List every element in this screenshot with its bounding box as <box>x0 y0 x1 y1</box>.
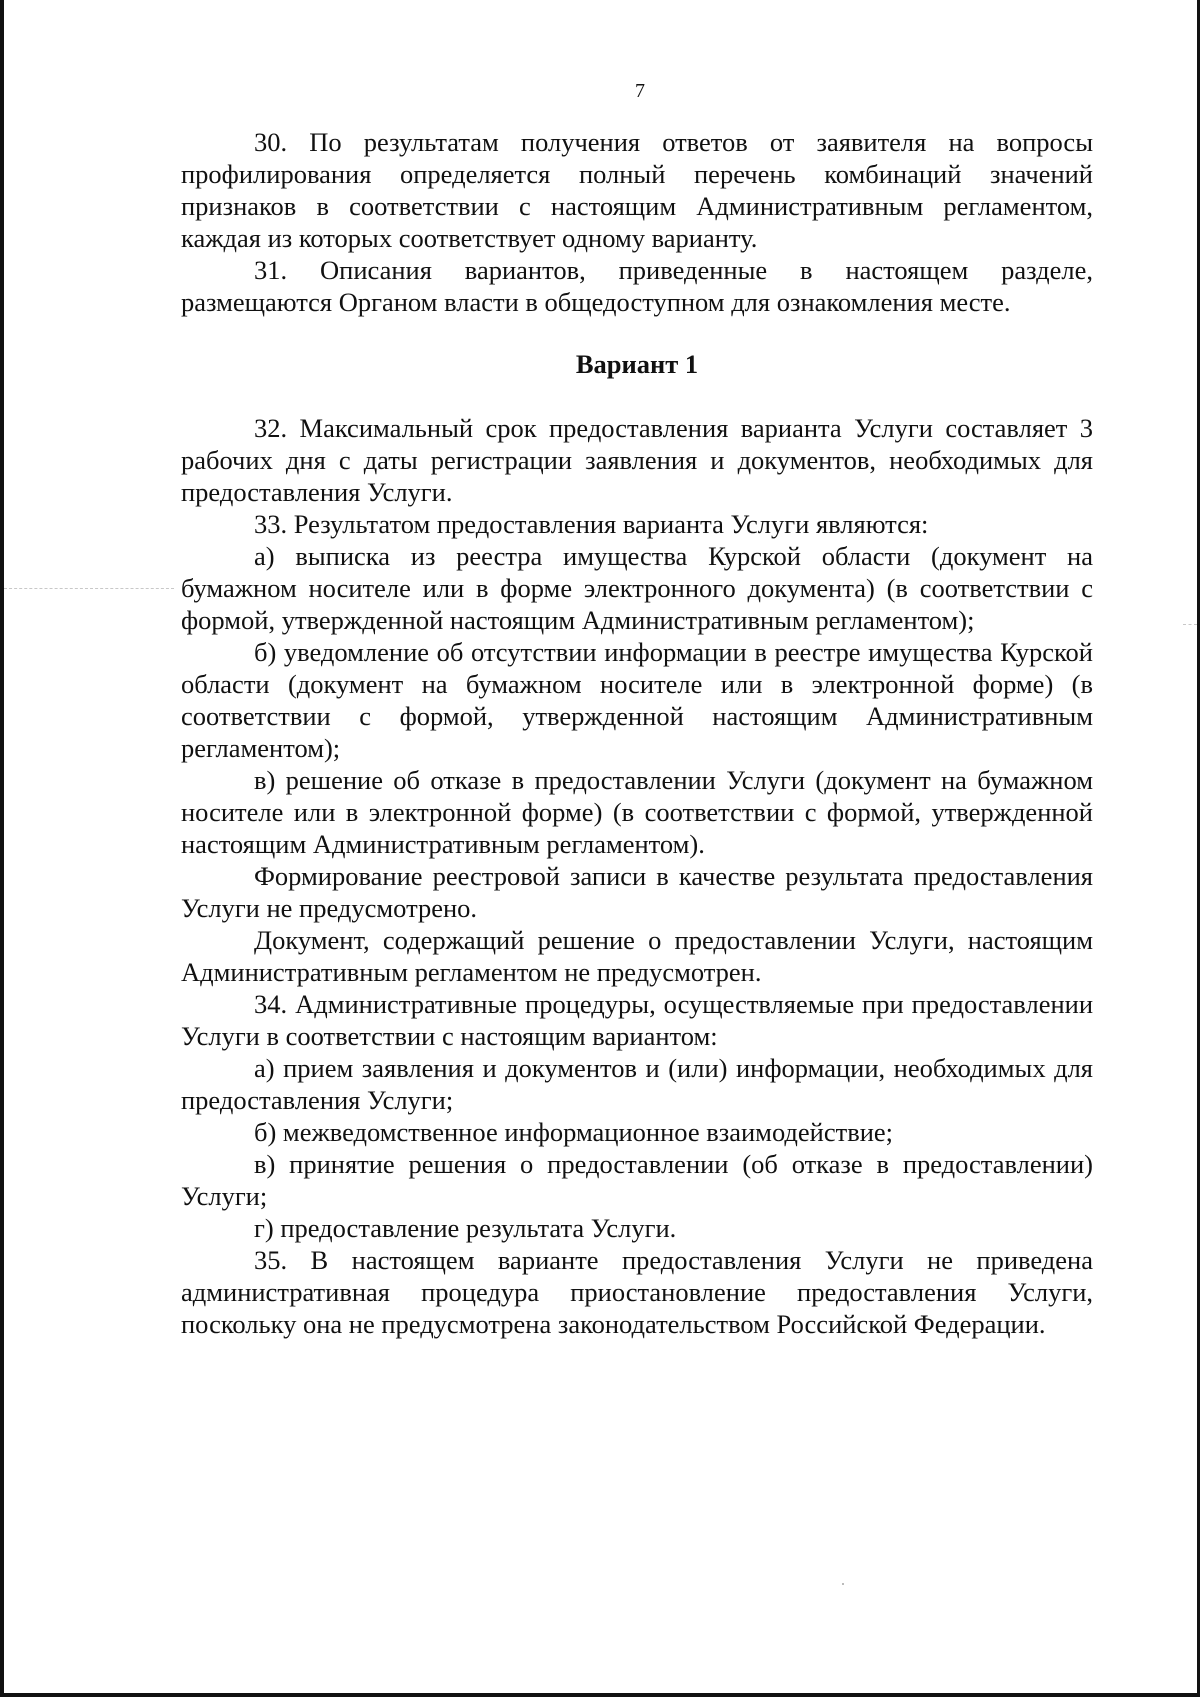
page-number: 7 <box>635 80 645 102</box>
scan-speck <box>842 1583 844 1585</box>
list-item-33a: а) выписка из реестра имущества Курской области (документ на бумажном носителе или в форме электронного документа) (в соответствии с формой, утвержденной настоящим Административным регламентом); <box>181 541 1093 635</box>
paragraph-35: 35. В настоящем варианте предоставления Услуги не приведена административная процедура приостановление предоставления Услуги, поскольку она не предусмотрена законодательством Российской Федерации. <box>181 1245 1093 1339</box>
list-item-34g: г) предоставление результата Услуги. <box>254 1213 677 1243</box>
document-body <box>181 126 1093 1340</box>
list-item-34v: в) принятие решения о предоставлении (об отказе в предоставлении) Услуги; <box>181 1149 1093 1211</box>
paragraph-33: 33. Результатом предоставления варианта Услуги являются: <box>254 509 929 539</box>
list-item-34a: а) прием заявления и документов и (или) информации, необходимых для предоставления Услуги; <box>181 1053 1093 1115</box>
list-item-33b: б) уведомление об отсутствии информации в реестре имущества Курской области (документ на бумажном носителе или в электронной форме) (в соответствии с формой, утвержденной настоящим Административным регламентом); <box>181 637 1093 763</box>
scan-edge-left <box>0 0 4 1697</box>
paragraph-30: 30. По результатам получения ответов от заявителя на вопросы профилирования определяется полный перечень комбинаций значений признаков в соответствии с настоящим Административным регламентом, каждая из которых соответствует одному варианту. <box>181 127 1093 253</box>
paragraph-31: 31. Описания вариантов, приведенные в настоящем разделе, размещаются Органом власти в общедоступном для ознакомления месте. <box>181 255 1093 317</box>
section-heading: Вариант 1 <box>575 349 699 379</box>
list-item-34b: б) межведомственное информационное взаимодействие; <box>254 1117 894 1147</box>
paragraph-registry-record: Формирование реестровой записи в качестве результата предоставления Услуги не предусмотрено. <box>181 861 1093 923</box>
scan-artifact-line <box>4 588 174 589</box>
paragraph-34: 34. Административные процедуры, осуществляемые при предоставлении Услуги в соответствии с настоящим вариантом: <box>181 989 1093 1051</box>
scan-edge-bottom <box>0 1693 1200 1697</box>
list-item-33v: в) решение об отказе в предоставлении Услуги (документ на бумажном носителе или в электронной форме) (в соответствии с формой, утвержденной настоящим Административным регламентом). <box>181 765 1093 859</box>
paragraph-32: 32. Максимальный срок предоставления варианта Услуги составляет 3 рабочих дня с даты регистрации заявления и документов, необходимых для предоставления Услуги. <box>181 413 1093 507</box>
paragraph-decision-document: Документ, содержащий решение о предоставлении Услуги, настоящим Административным регламентом не предусмотрен. <box>181 925 1093 987</box>
scan-artifact-line <box>1183 624 1197 625</box>
